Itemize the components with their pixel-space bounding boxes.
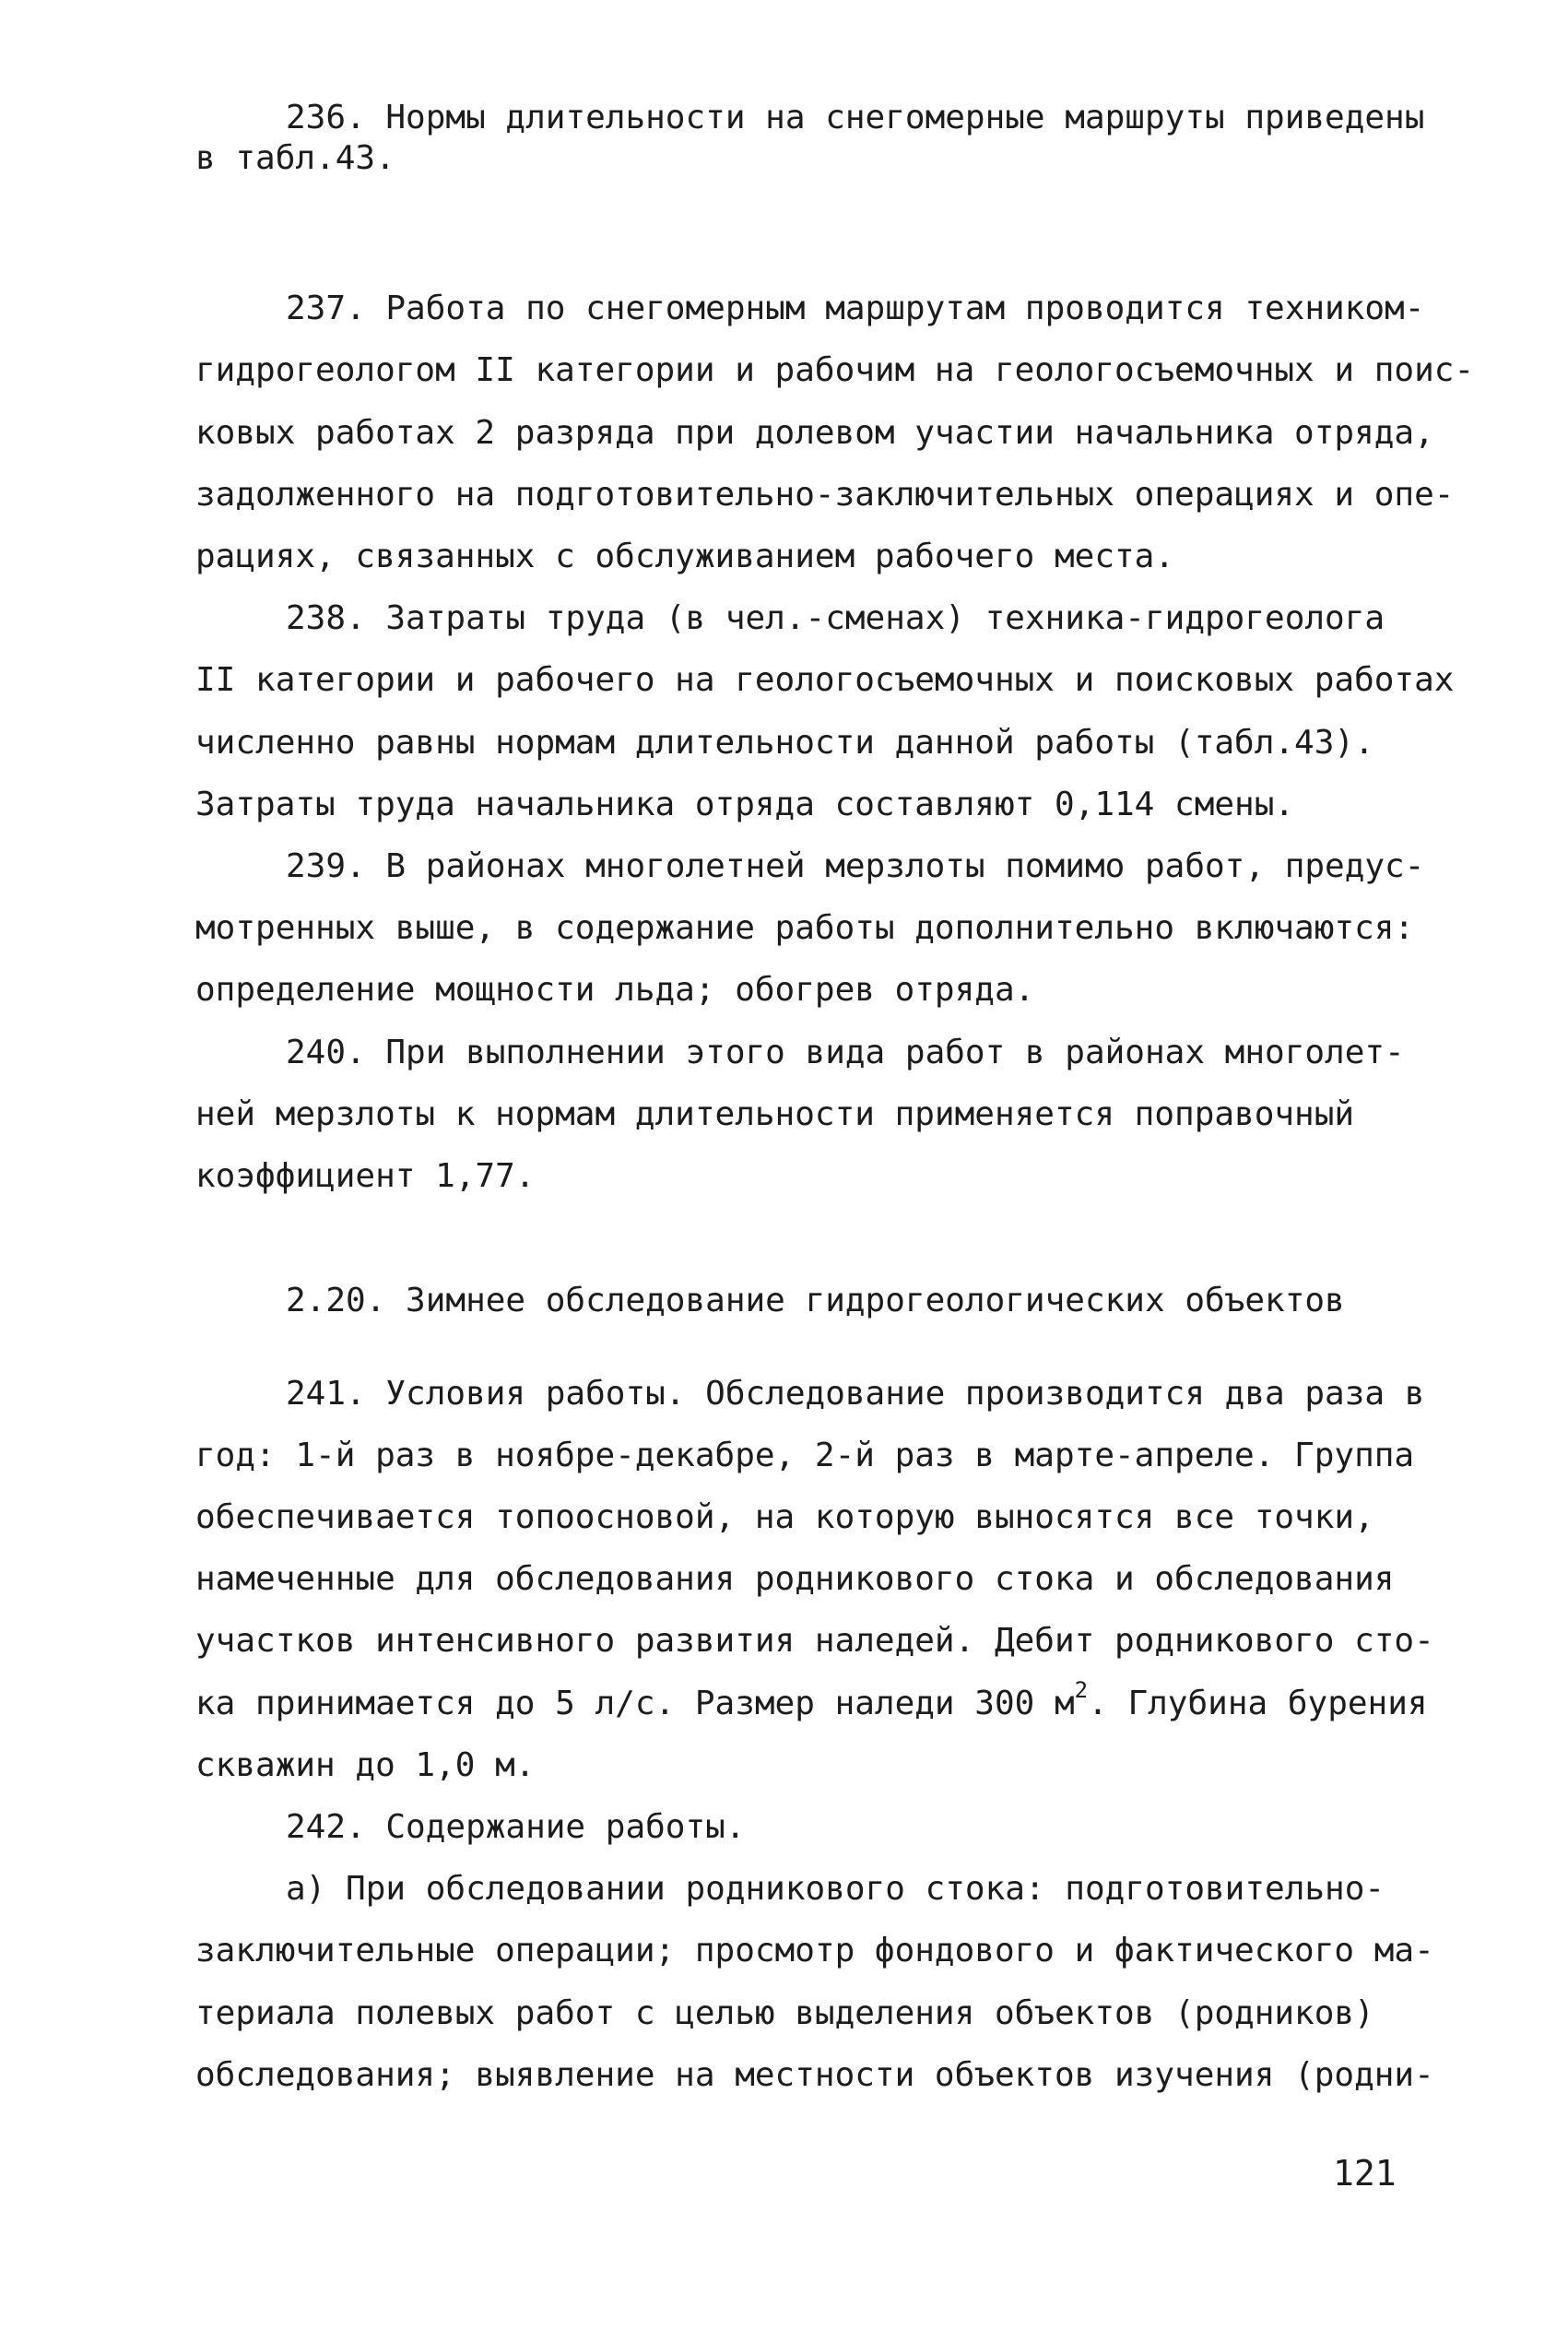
text-line: обеспечивается топоосновой, на которую выносятся все точки, xyxy=(195,1498,1374,1536)
text-line: ней мерзлоты к нормам длительности применяется поправочный xyxy=(195,1095,1355,1133)
text-line: 238. Затраты труда (в чел.-сменах) техника-гидрогеолога xyxy=(286,599,1385,637)
text-line: 236. Нормы длительности на снегомерные маршруты приведены xyxy=(286,99,1425,136)
text-line: ковых работах 2 разряда при долевом участии начальника отряда, xyxy=(195,414,1434,452)
text-line xyxy=(195,1677,1428,1724)
section-heading: 2.20. Зимнее обследование гидрогеологических объектов xyxy=(286,1282,1345,1319)
text-line: намеченные для обследования родникового стока и обследования xyxy=(195,1560,1395,1598)
text-line: 239. В районах многолетней мерзлоты помимо работ, предус- xyxy=(286,847,1425,885)
text-line: II категории и рабочего на геологосъемочных и поисковых работах xyxy=(195,661,1455,699)
text-line: обследования; выявление на местности объектов изучения (родни- xyxy=(195,2056,1434,2094)
text-line: мотренных выше, в содержание работы дополнительно включаются: xyxy=(195,909,1415,947)
text-line: 242. Содержание работы. xyxy=(286,1808,746,1846)
text-line: 241. Условия работы. Обследование производится два раза в xyxy=(286,1375,1425,1413)
text-line: скважин до 1,0 м. xyxy=(195,1746,536,1784)
text-line: заключительные операции; просмотр фондового и фактического ма- xyxy=(195,1932,1434,1969)
text-line: 237. Работа по снегомерным маршрутам проводится техником- xyxy=(286,290,1425,327)
text-line: Затраты труда начальника отряда составляют 0,114 смены. xyxy=(195,786,1295,823)
text-line: териала полевых работ с целью выделения объектов (родников) xyxy=(195,1994,1374,2032)
text-line: задолженного на подготовительно-заключительных операциях и опе- xyxy=(195,476,1455,514)
text-line: гидрогеологом II категории и рабочим на геологосъемочных и поис- xyxy=(195,351,1475,389)
text-line: а) При обследовании родникового стока: подготовительно- xyxy=(286,1870,1385,1908)
text-line: определение мощности льда; обогрев отряда. xyxy=(195,971,1035,1009)
text-line: год: 1-й раз в ноябре-декабре, 2-й раз в марте-апреле. Группа xyxy=(195,1437,1415,1474)
text-line: участков интенсивного развития наледей. Дебит родникового сто- xyxy=(195,1622,1434,1660)
text-line: коэффициент 1,77. xyxy=(195,1157,536,1195)
text-segment: . Глубина бурения xyxy=(1088,1685,1428,1722)
text-line: 240. При выполнении этого вида работ в районах многолет- xyxy=(286,1034,1405,1071)
text-line: в табл.43. xyxy=(195,139,395,177)
superscript: 2 xyxy=(1074,1677,1089,1703)
page-number: 121 xyxy=(1333,2153,1397,2194)
text-line: численно равны нормам длительности данной работы (табл.43). xyxy=(195,724,1374,762)
text-segment: ка принимается до 5 л/с. Размер наледи 300 м xyxy=(195,1685,1075,1722)
text-line: рациях, связанных с обслуживанием рабочего места. xyxy=(195,538,1175,575)
